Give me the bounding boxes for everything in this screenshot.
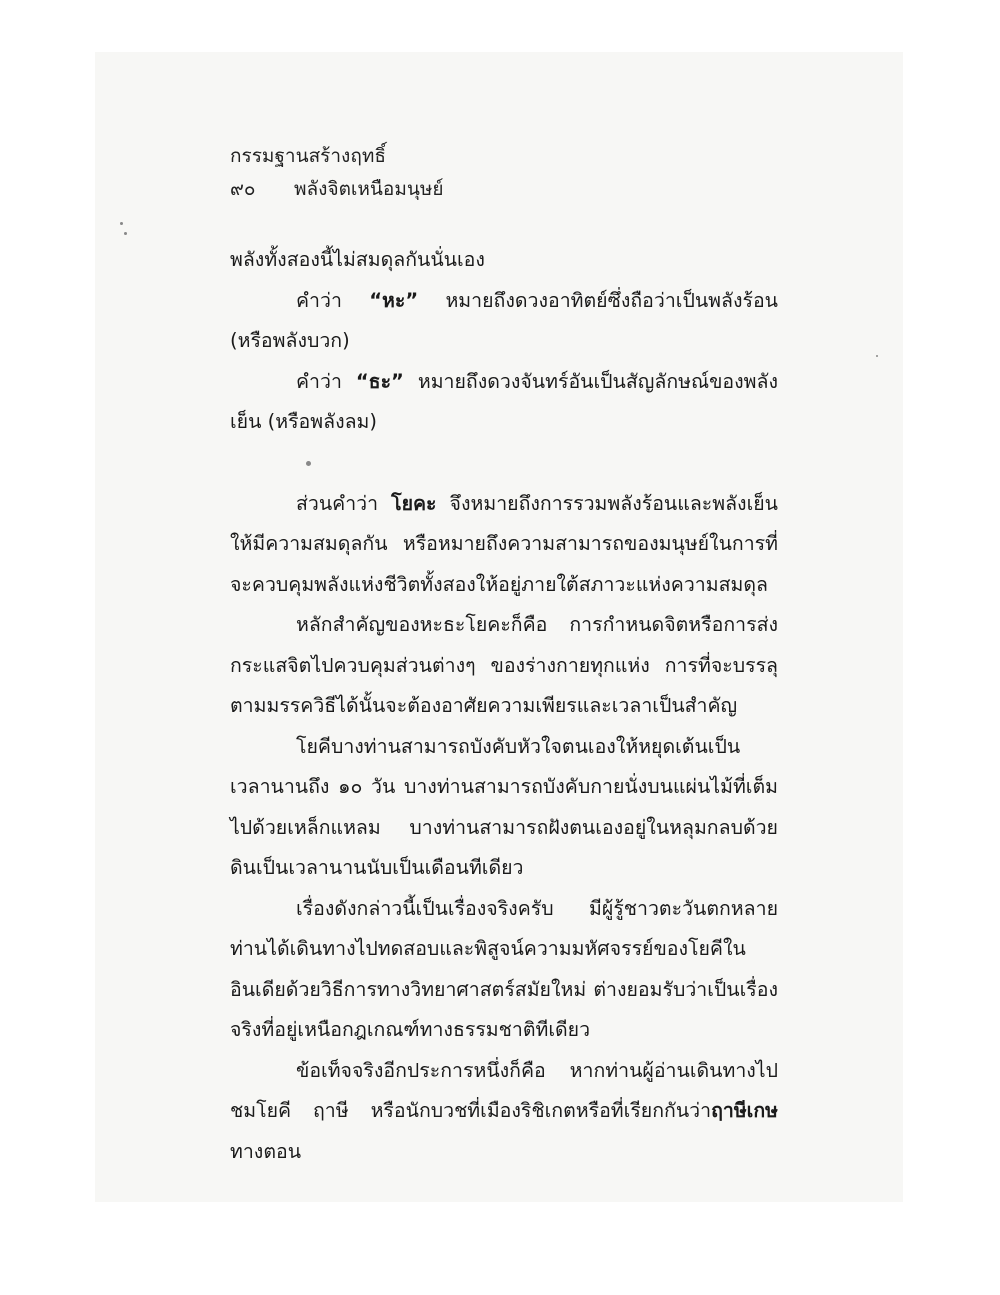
text-run: หมายถึงดวงอาทิตย์ซึ่งถือว่าเป็นพลังร้อน (หรือพลังบวก) <box>230 288 778 352</box>
text-run: พลังทั้งสองนี้ไม่สมดุลกันนั่นเอง <box>230 248 485 271</box>
text-run: ทางตอน <box>230 1139 302 1163</box>
bold-term: โยคะ <box>391 491 437 515</box>
book-title: กรรมฐานสร้างฤทธิ์ <box>230 145 386 167</box>
paragraph <box>230 484 778 606</box>
scan-speck <box>124 232 127 235</box>
chapter-title: พลังจิตเหนือมนุษย์ <box>294 178 444 200</box>
page-number: ๙๐ <box>230 178 256 200</box>
text-run: ข้อเท็จจริงอีกประการหนึ่งก็คือ หากท่านผู้อ่านเดินทางไปชมโยคี ฤาษี หรือนักบวชที่เมืองริชิเกตหรือที่เรียกกันว่า <box>230 1058 778 1122</box>
scan-speck <box>120 222 123 225</box>
paragraph <box>230 889 778 1051</box>
paragraph <box>230 362 778 443</box>
text-run: ส่วนคำว่า <box>296 491 392 515</box>
text-run: เรื่องดังกล่าวนี้เป็นเรื่องจริงครับ มีผู้รู้ชาวตะวันตกหลายท่านได้เดินทางไปทดสอบและพิสูจน์ความมหัศจรรย์ของโยคีในอินเดียด้วยวิธีการทางวิทยาศาสตร์สมัยใหม่ ต่างยอมรับว่าเป็นเรื่องจริงที่อยู่เหนือกฎเกณฑ์ทางธรรมชาติทีเดียว <box>230 896 778 1041</box>
text-run: คำว่า <box>296 369 356 393</box>
body-text <box>230 240 778 1172</box>
bold-term: “ธะ” <box>355 369 404 393</box>
paragraph <box>230 605 778 727</box>
text-run: หมายถึงดวงจันทร์อันเป็นสัญลักษณ์ของพลังเย็น (หรือพลังลม) <box>230 369 778 433</box>
page-header <box>230 140 444 206</box>
header-line <box>230 173 444 206</box>
text-run: จึงหมายถึงการรวมพลังร้อนและพลังเย็นให้มีความสมดุลกัน หรือหมายถึงความสามารถของมนุษย์ในการที่จะควบคุมพลังแห่งชีวิตทั้งสองให้อยู่ภายใต้สภาวะแห่งความสมดุล <box>230 491 778 596</box>
paragraph <box>230 240 778 281</box>
paragraph <box>230 1051 778 1173</box>
text-run: หลักสำคัญของหะธะโยคะก็คือ การกำหนดจิตหรือการส่งกระแสจิตไปควบคุมส่วนต่างๆ ของร่างกายทุกแห่ง การที่จะบรรลุตามมรรควิธีได้นั้นจะต้องอาศัยความเพียรและเวลาเป็นสำคัญ <box>230 613 778 717</box>
paragraph <box>230 281 778 362</box>
paragraph <box>230 727 778 889</box>
scan-speck <box>876 355 878 357</box>
bold-term: ฤาษีเกษ <box>711 1099 778 1122</box>
text-run: คำว่า <box>296 288 370 312</box>
bold-term: “หะ” <box>369 288 419 312</box>
text-run: โยคีบางท่านสามารถบังคับหัวใจตนเองให้หยุดเต้นเป็นเวลานานถึง ๑๐ วัน บางท่านสามารถบังคับกายนั่งบนแผ่นไม้ที่เต็มไปด้วยเหล็กแหลม บางท่านสามารถฝังตนเองอยู่ในหลุมกลบด้วยดินเป็นเวลานานนับเป็นเดือนทีเดียว <box>230 734 778 879</box>
